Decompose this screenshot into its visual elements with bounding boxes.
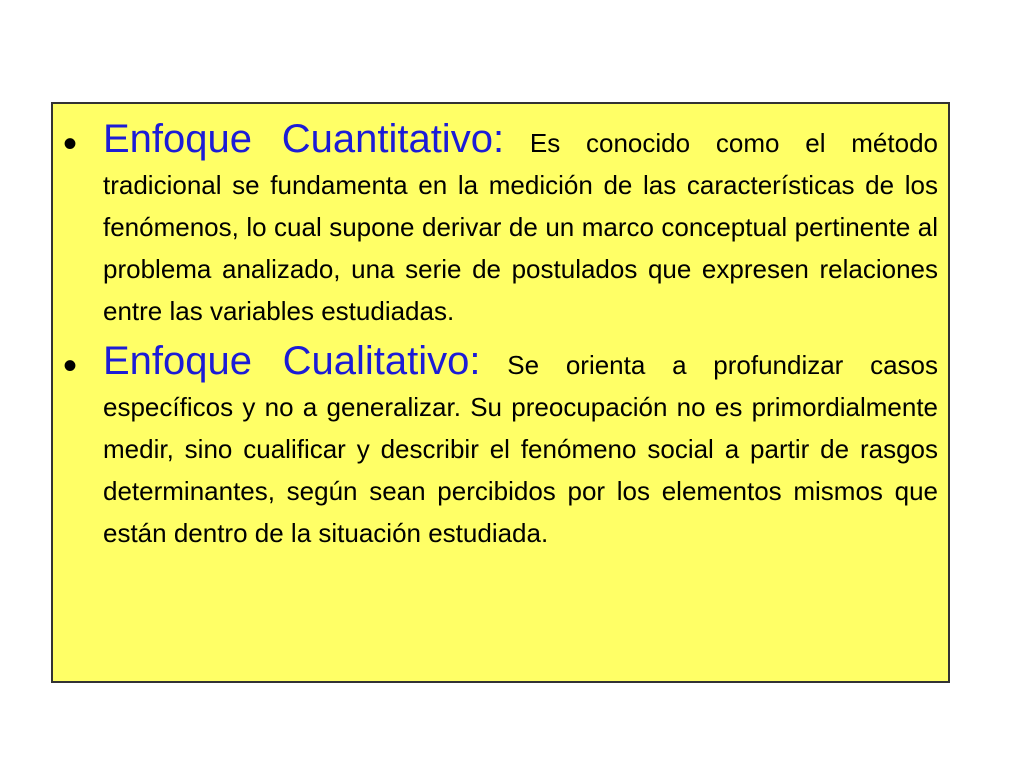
- item-text: [103, 340, 938, 554]
- heading-separator: :: [469, 339, 481, 383]
- item-heading: [103, 117, 504, 161]
- bullet-icon: •: [63, 344, 78, 388]
- heading-label: Enfoque Cualitativo: [103, 339, 470, 383]
- heading-separator: :: [492, 117, 505, 161]
- heading-label: Enfoque Cuantitativo: [103, 117, 493, 161]
- item-heading: [103, 339, 481, 383]
- bullet-icon: •: [63, 122, 78, 166]
- item-text: [103, 118, 938, 332]
- bullet-item-cuantitativo: [53, 118, 938, 332]
- bullet-item-cualitativo: [53, 340, 938, 554]
- item-body: Es conocido como el método tradicional se fundamenta en la medición de las características de los fenómenos, lo cual supone derivar de un marco conceptual pertinente al problema analizado, una serie de postulados que expresen relaciones entre las variables estudiadas.: [103, 128, 938, 326]
- text-box: [51, 102, 950, 683]
- item-body: Se orienta a profundizar casos específicos y no a generalizar. Su preocupación no es primordialmente medir, sino cualificar y describir el fenómeno social a partir de rasgos determinantes, según sean percibidos por los elementos mismos que están dentro de la situación estudiada.: [103, 350, 938, 548]
